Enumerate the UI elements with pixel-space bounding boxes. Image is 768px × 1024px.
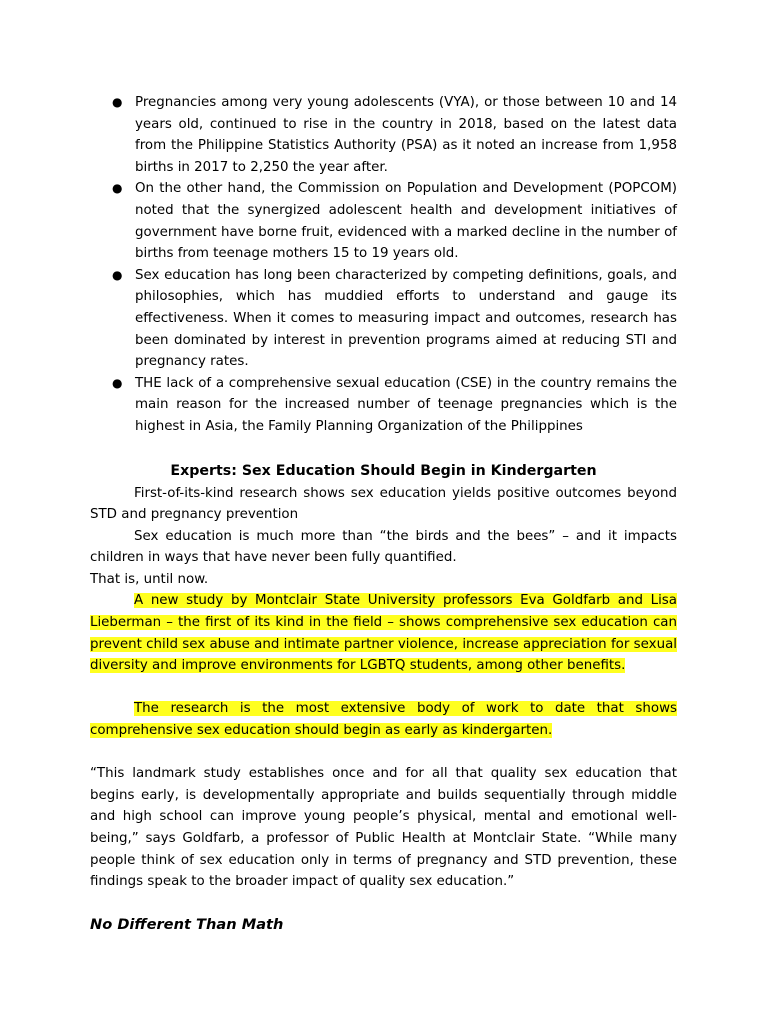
subtitle-paragraph: First-of-its-kind research shows sex education yields positive outcomes beyond STD and pregnancy prevention [90,485,677,523]
paragraph-spacer [90,742,677,764]
bullet-dot-icon: ● [112,375,123,390]
list-item [90,178,677,264]
highlighted-study-paragraph [90,590,677,676]
birds-bees-paragraph: Sex education is much more than “the birds and the bees” – and it impacts children in ways that have never been fully quantified. [90,528,677,566]
highlighted-research-paragraph [90,698,677,741]
list-item [90,92,677,178]
bullet-text: THE lack of a comprehensive sexual education (CSE) in the country remains the main reason for the increased number of teenage pregnancies which is the highest in Asia, the Family Planning Organization of the Philippines [135,375,677,434]
section-title: Experts: Sex Education Should Begin in Kindergarten [170,462,597,479]
paragraph-spacer [90,677,677,699]
bullet-text: Pregnancies among very young adolescents (VYA), or those between 10 and 14 years old, continued to rise in the country in 2018, based on the latest data from the Philippine Statistics Authority (PSA) as it noted an increase from 1,958 births in 2017 to 2,250 the year after. [135,95,677,175]
bullet-dot-icon: ● [112,95,123,109]
document-page [90,92,677,936]
list-item [90,373,677,438]
bullet-text: Sex education has long been characterized by competing definitions, goals, and philosophies, which has muddied efforts to understand and gauge its effectiveness. When it comes to measuring impact and outcomes, research has been dominated by interest in prevention programs aimed at reducing STI and pregnancy rates. [135,267,677,370]
highlighted-study-text: A new study by Montclair State University professors Eva Goldfarb and Lisa Lieberman – the first of its kind in the field – shows comprehensive sex education can prevent child sex abuse and intimate partner violence, increase appreciation for sexual diversity and improve environments for LGBTQ students, among other benefits. [90,593,677,674]
subheading: No Different Than Math [90,915,284,933]
bullet-text: On the other hand, the Commission on Population and Development (POPCOM) noted that the synergized adolescent health and development initiatives of government have borne fruit, evidenced with a marked decline in the number of births from teenage mothers 15 to 19 years old. [135,181,677,262]
highlighted-research-text: The research is the most extensive body of work to date that shows comprehensive sex education should begin as early as kindergarten. [90,701,677,739]
bullet-dot-icon: ● [112,181,123,196]
quote-paragraph: “This landmark study establishes once and for all that quality sex education that begins early, is developmentally appropriate and builds sequentially through middle and high school can improve young people’s physical, mental and emotional well-being,” says Goldfarb, a professor of Public Health at Montclair State. “While many people think of sex education only in terms of pregnancy and STD prevention, these findings speak to the broader impact of quality sex education.” [90,766,677,890]
bullet-dot-icon: ● [112,267,123,282]
list-item [90,265,677,373]
until-now-paragraph: That is, until now. [90,571,209,587]
bullet-list [90,92,677,438]
